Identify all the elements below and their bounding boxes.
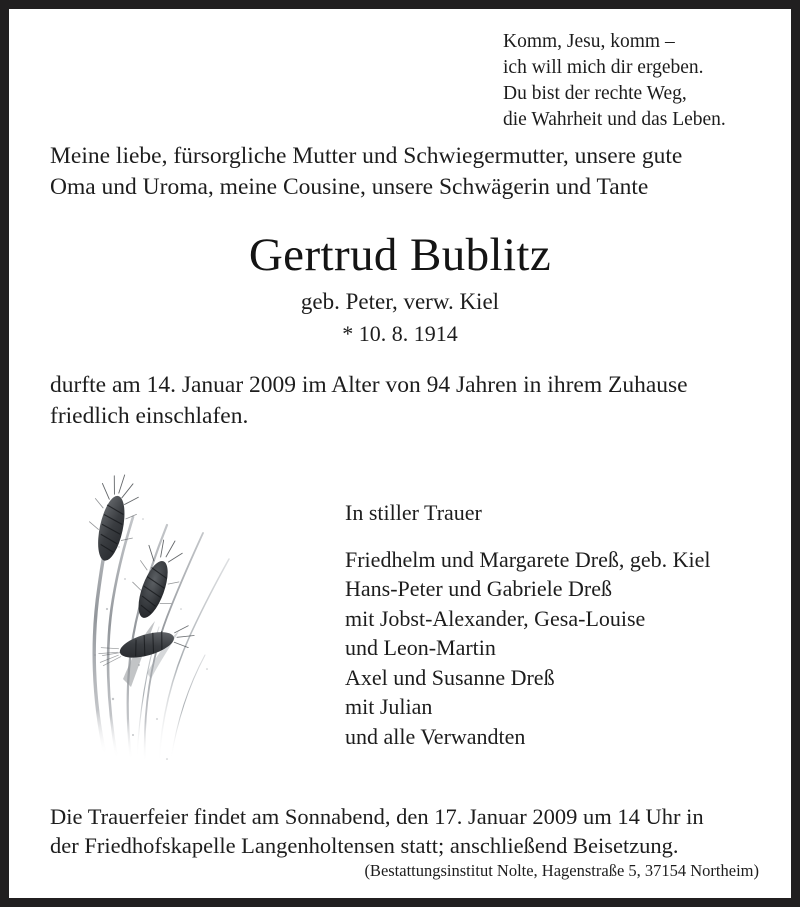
notice-inner <box>9 9 791 898</box>
list-item: Friedhelm und Margarete Dreß, geb. Kiel <box>345 546 711 572</box>
mourners-block <box>345 498 765 751</box>
mourning-heading: In stiller Trauer <box>345 500 482 525</box>
list-item: mit Jobst-Alexander, Gesa-Louise <box>345 605 646 631</box>
list-item: mit Julian <box>345 694 433 719</box>
deceased-name: Gertrud Bublitz <box>248 229 552 281</box>
list-item: Axel und Susanne Dreß <box>345 664 555 690</box>
birth-date: * 10. 8. 1914 <box>342 321 458 346</box>
verse-block <box>503 29 759 133</box>
verse-line-3: Du bist der rechte Weg, <box>503 83 687 104</box>
list-item: und Leon-Martin <box>345 635 496 660</box>
service-paragraph <box>50 802 759 860</box>
death-paragraph <box>50 370 759 432</box>
mourners-list <box>345 545 765 752</box>
death-line-2: friedlich einschlafen. <box>50 403 249 429</box>
intro-line-2: Oma und Uroma, meine Cousine, unsere Schwägerin und Tante <box>50 174 649 200</box>
intro-line-1: Meine liebe, fürsorgliche Mutter und Schwiegermutter, unsere gute <box>50 143 683 169</box>
list-item: und alle Verwandten <box>345 723 526 749</box>
death-line-1: durfte am 14. Januar 2009 im Alter von 94 Jahren in ihrem Zuhause <box>50 372 688 398</box>
intro-paragraph <box>50 141 759 203</box>
maiden-name: geb. Peter, verw. Kiel <box>300 289 500 314</box>
verse-line-1: Komm, Jesu, komm – <box>503 31 675 52</box>
service-line-2: der Friedhofskapelle Langenholtensen statt; anschließend Beisetzung. <box>50 833 679 858</box>
name-block <box>9 227 791 349</box>
verse-line-2: ich will mich dir ergeben. <box>503 57 704 78</box>
service-line-1: Die Trauerfeier findet am Sonnabend, den 17. Januar 2009 um 14 Uhr in <box>50 804 704 829</box>
wheat-ears-icon <box>47 459 247 789</box>
undertaker-credit: (Bestattungsinstitut Nolte, Hagenstraße 5, 37154 Northeim) <box>364 861 759 880</box>
list-item: Hans-Peter und Gabriele Dreß <box>345 576 612 601</box>
verse-line-4: die Wahrheit und das Leben. <box>503 109 726 130</box>
